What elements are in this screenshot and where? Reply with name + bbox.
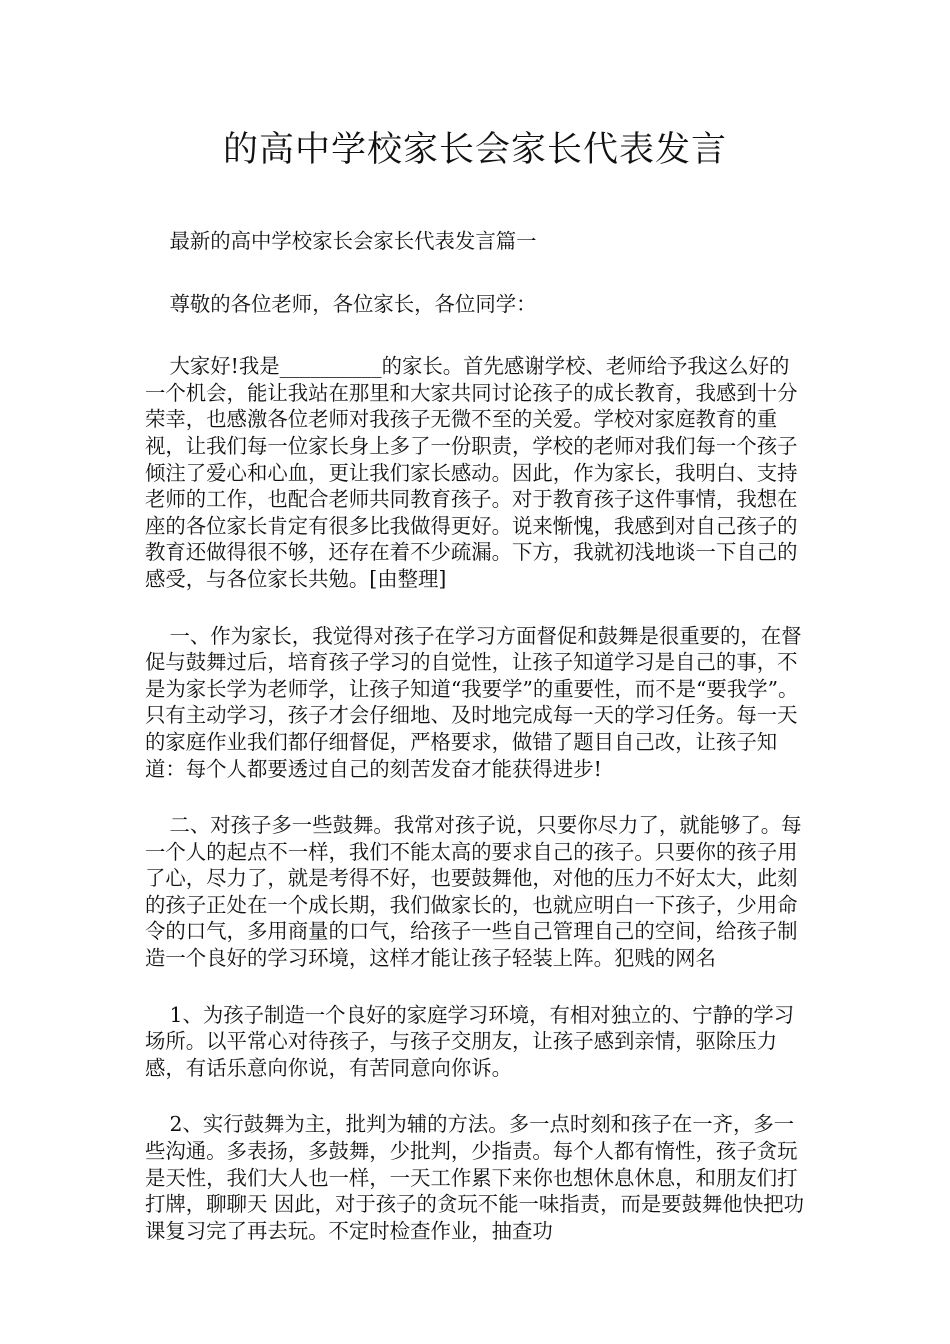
paragraph-intro: 大家好!我是__________的家长。首先感谢学校、老师给予我这么好的一个机会，能让我站在那里和大家共同讨论孩子的成长教育，我感到十分荣幸，也感激各位老师对我孩子无微不至的关爱。学校对家庭教育的重视，让我们每一位家长身上多了一份职责，学校的老师对我们每一个孩子倾注了爱心和心血，更让我们家长感动。因此，作为家长，我明白、支持老师的工作，也配合老师共同教育孩子。对于教育孩子这件事情，我想在座的各位家长肯定有很多比我做得更好。说来惭愧，我感到对自己孩子的教育还做得很不够，还存在着不少疏漏。下方，我就初浅地谈一下自己的感受，与各位家长共勉。[由整理] [145,354,798,591]
paragraph-sub-two: 2、实行鼓舞为主，批判为辅的方法。多一点时刻和孩子在一齐，多一些沟通。多表扬，多鼓舞，少批判，少指责。每个人都有惰性，孩子贪玩是天性，我们大人也一样，一天工作累下来你也想休息休息，和朋友们打打牌，聊聊天 因此，对于孩子的贪玩不能一味指责，而是要鼓舞他快把功课复习完了再去玩。不定时检查作业，抽查功 [145,1112,804,1243]
section-heading: 最新的高中学校家长会家长代表发言篇一 [169,229,537,253]
paragraph-point-two: 二、对孩子多一些鼓舞。我常对孩子说，只要你尽力了，就能够了。每一个人的起点不一样，我们不能太高的要求自己的孩子。只要你的孩子用了心，尽力了，就是考得不好，也要鼓舞他，对他的压力不好太大，此刻的孩子正处在一个成长期，我们做家长的，也就应明白一下孩子，少用命令的口气，多用商量的口气，给孩子一些自己管理自己的空间，给孩子制造一个良好的学习环境，这样才能让孩子轻装上阵。犯贱的网名 [145,813,802,971]
paragraph-sub-one: 1、为孩子制造一个良好的家庭学习环境，有相对独立的、宁静的学习场所。以平常心对待孩子，与孩子交朋友，让孩子感到亲情，驱除压力感，有话乐意向你说，有苦同意向你诉。 [145,1002,795,1080]
document-body [145,228,805,1274]
paragraph-point-one: 一、作为家长，我觉得对孩子在学习方面督促和鼓舞是很重要的，在督促与鼓舞过后，培育孩子学习的自觉性，让孩子知道学习是自己的事，不是为家长学为老师学，让孩子知道“我要学”的重要性，而不是“要我学”。只有主动学习，孩子才会仔细地、及时地完成每一天的学习任务。每一天的家庭作业我们都仔细督促，严格要求，做错了题目自己改，让孩子知道：每个人都要透过自己的刻苦发奋才能获得进步! [145,623,802,781]
salutation: 尊敬的各位老师，各位家长，各位同学： [169,291,537,316]
document-title: 的高中学校家长会家长代表发言 [222,130,727,170]
